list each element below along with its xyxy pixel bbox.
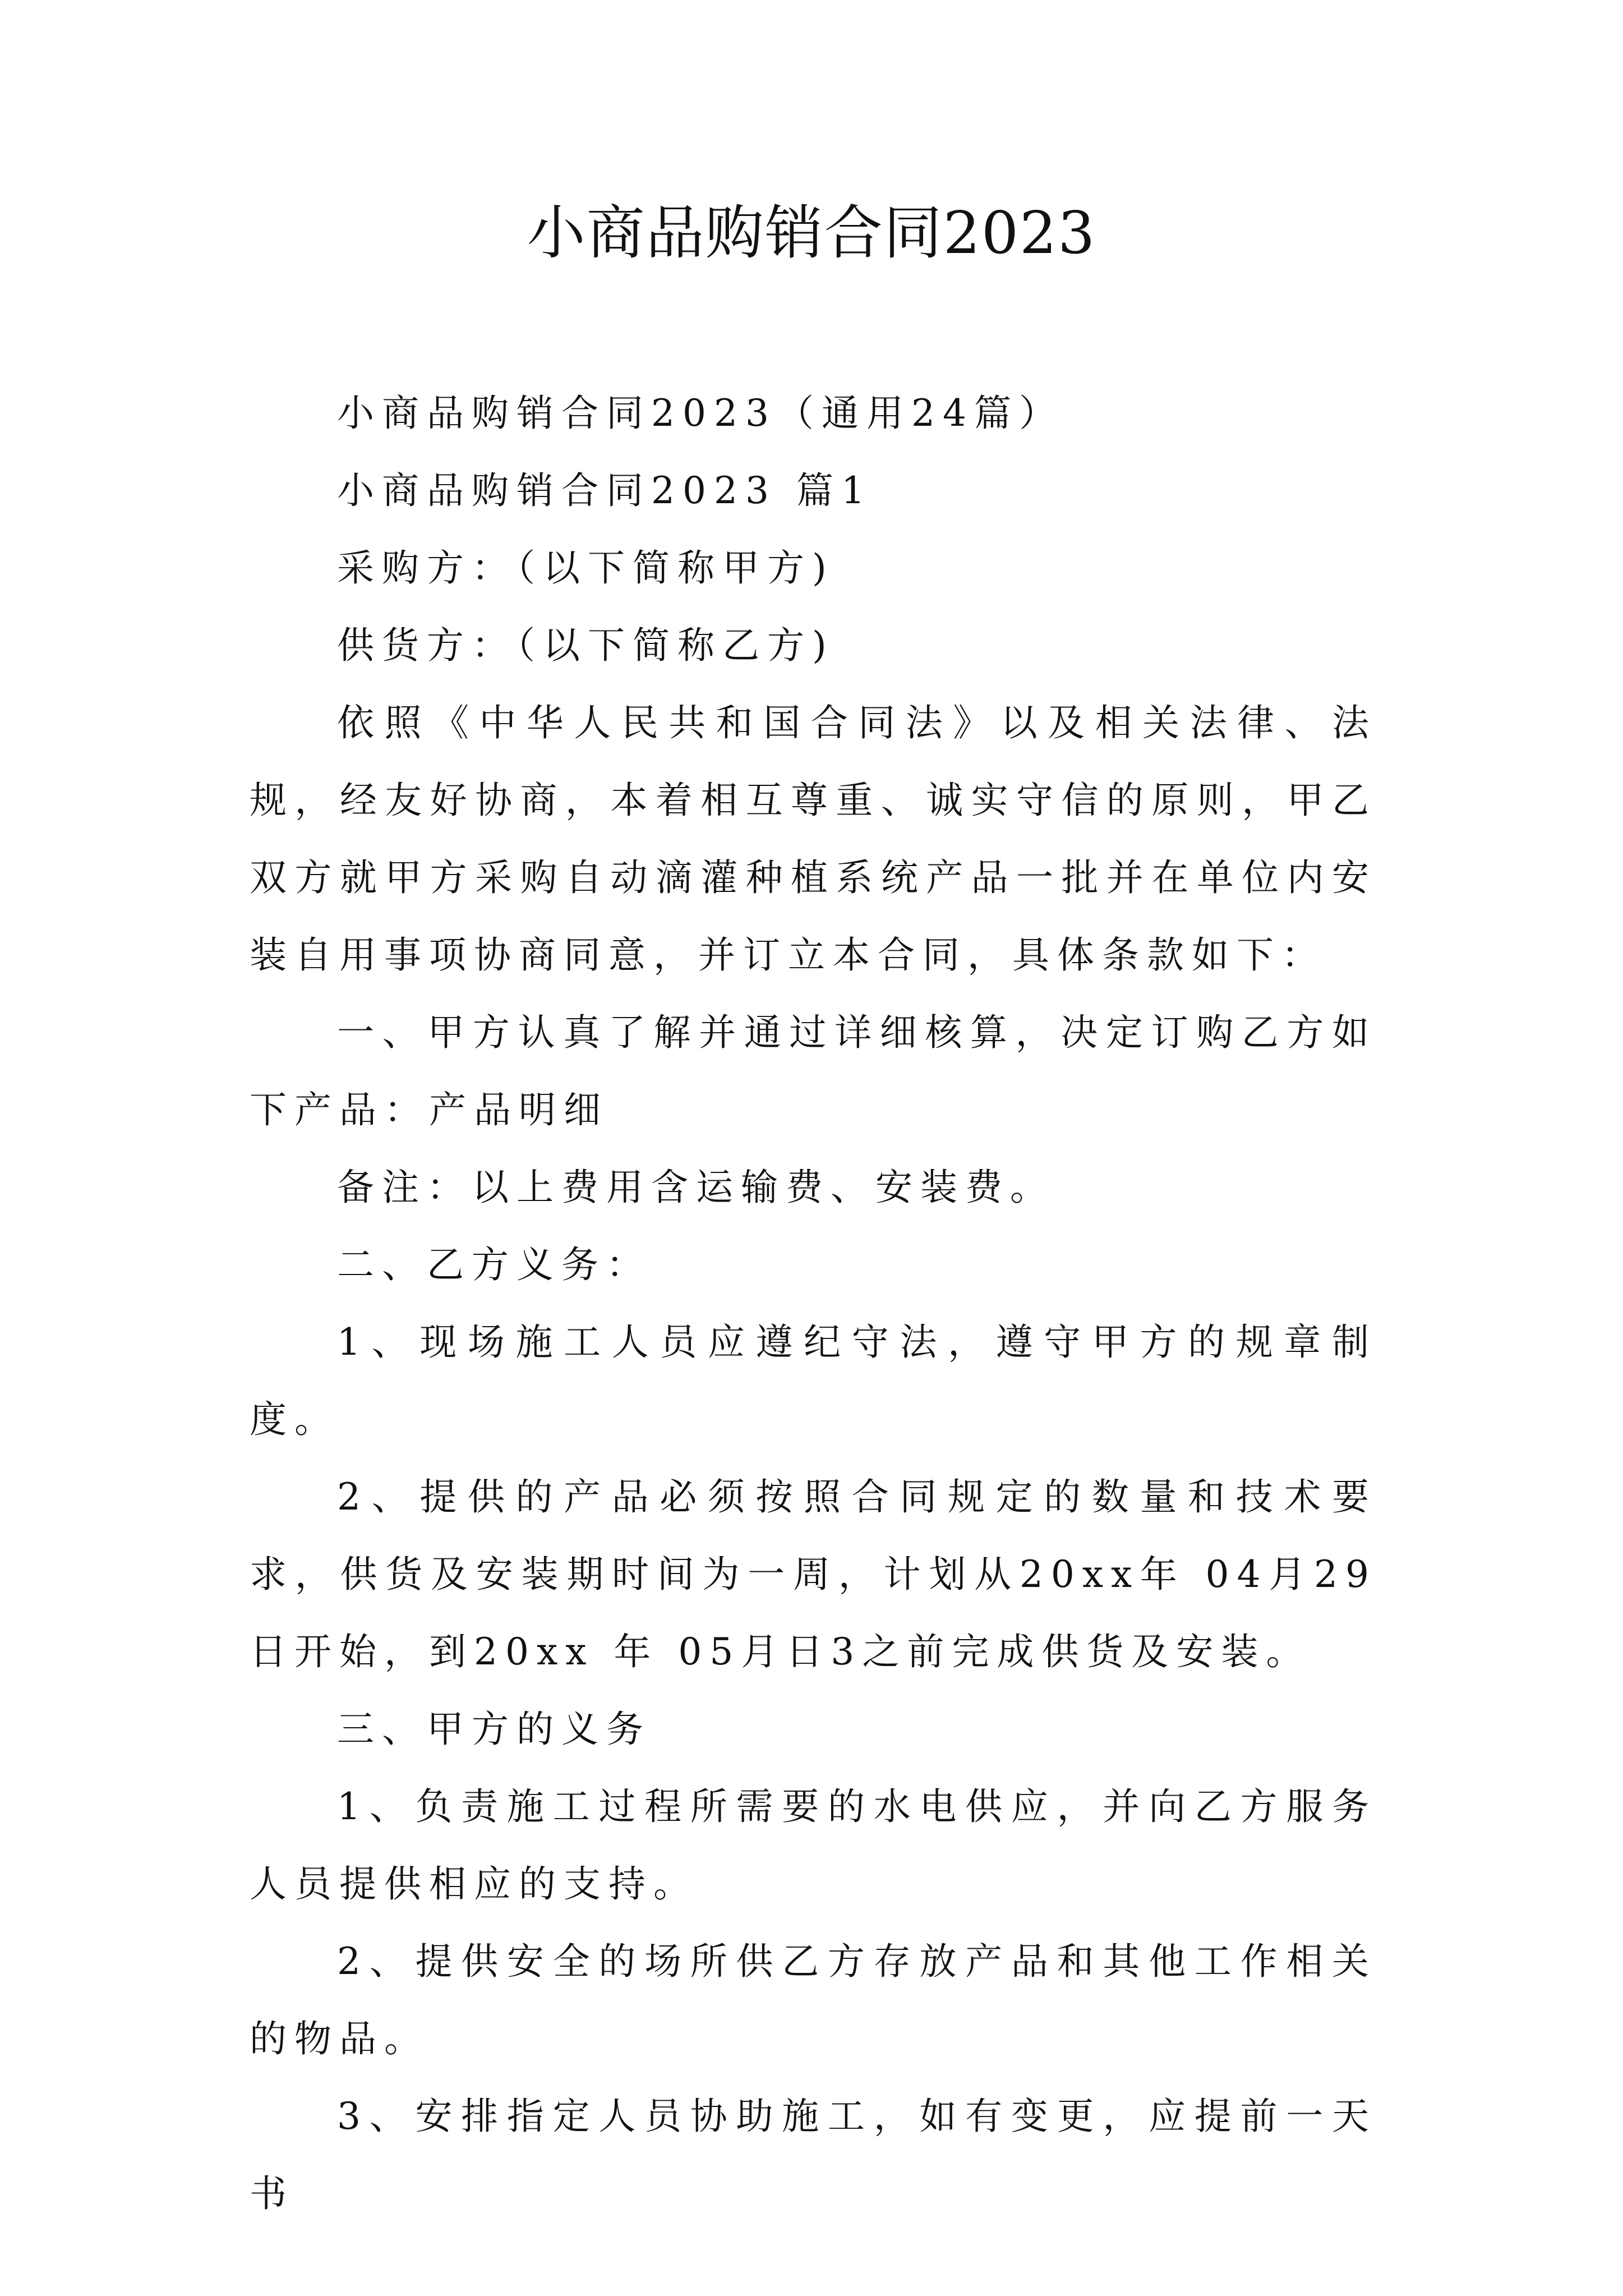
paragraph-clause-3-heading: 三、甲方的义务 — [337, 1708, 651, 1751]
paragraph-clause-2-item-1: 1、现场施工人员应遵纪守法，遵守甲方的规章制度。 — [250, 1320, 1377, 1441]
paragraph-subtitle: 小商品购销合同2023（通用24篇） — [337, 392, 1064, 435]
paragraph-clause-1: 一、甲方认真了解并通过详细核算，决定订购乙方如下产品：产品明细 — [250, 1011, 1377, 1131]
document-title: 小商品购销合同2023 — [527, 199, 1096, 267]
paragraph-preamble: 依照《中华人民共和国合同法》以及相关法律、法规，经友好协商，本着相互尊重、诚实守信的原则，甲乙双方就甲方采购自动滴灌种植系统产品一批并在单位内安装自用事项协商同意，并订立本合同，具体条款如下： — [250, 701, 1377, 977]
paragraph-supplier: 供货方：（以下简称乙方) — [337, 624, 834, 667]
paragraph-clause-2-item-2: 2、提供的产品必须按照合同规定的数量和技术要求，供货及安装期时间为一周，计划从20xx年 04月29日开始，到20xx 年 05月日3之前完成供货及安装。 — [250, 1475, 1377, 1673]
paragraph-clause-3-item-2: 2、提供安全的场所供乙方存放产品和其他工作相关的物品。 — [250, 1940, 1377, 2060]
paragraph-remark: 备注：以上费用含运输费、安装费。 — [337, 1166, 1055, 1209]
paragraph-section-heading: 小商品购销合同2023 篇1 — [337, 469, 873, 512]
paragraph-clause-2-heading: 二、乙方义务： — [337, 1243, 651, 1286]
document-body — [250, 375, 1377, 2233]
paragraph-buyer: 采购方：（以下简称甲方) — [337, 546, 834, 590]
paragraph-clause-3-item-1: 1、负责施工过程所需要的水电供应，并向乙方服务人员提供相应的支持。 — [250, 1785, 1377, 1906]
paragraph-clause-3-item-3: 3、安排指定人员协助施工，如有变更，应提前一天书 — [250, 2095, 1377, 2215]
